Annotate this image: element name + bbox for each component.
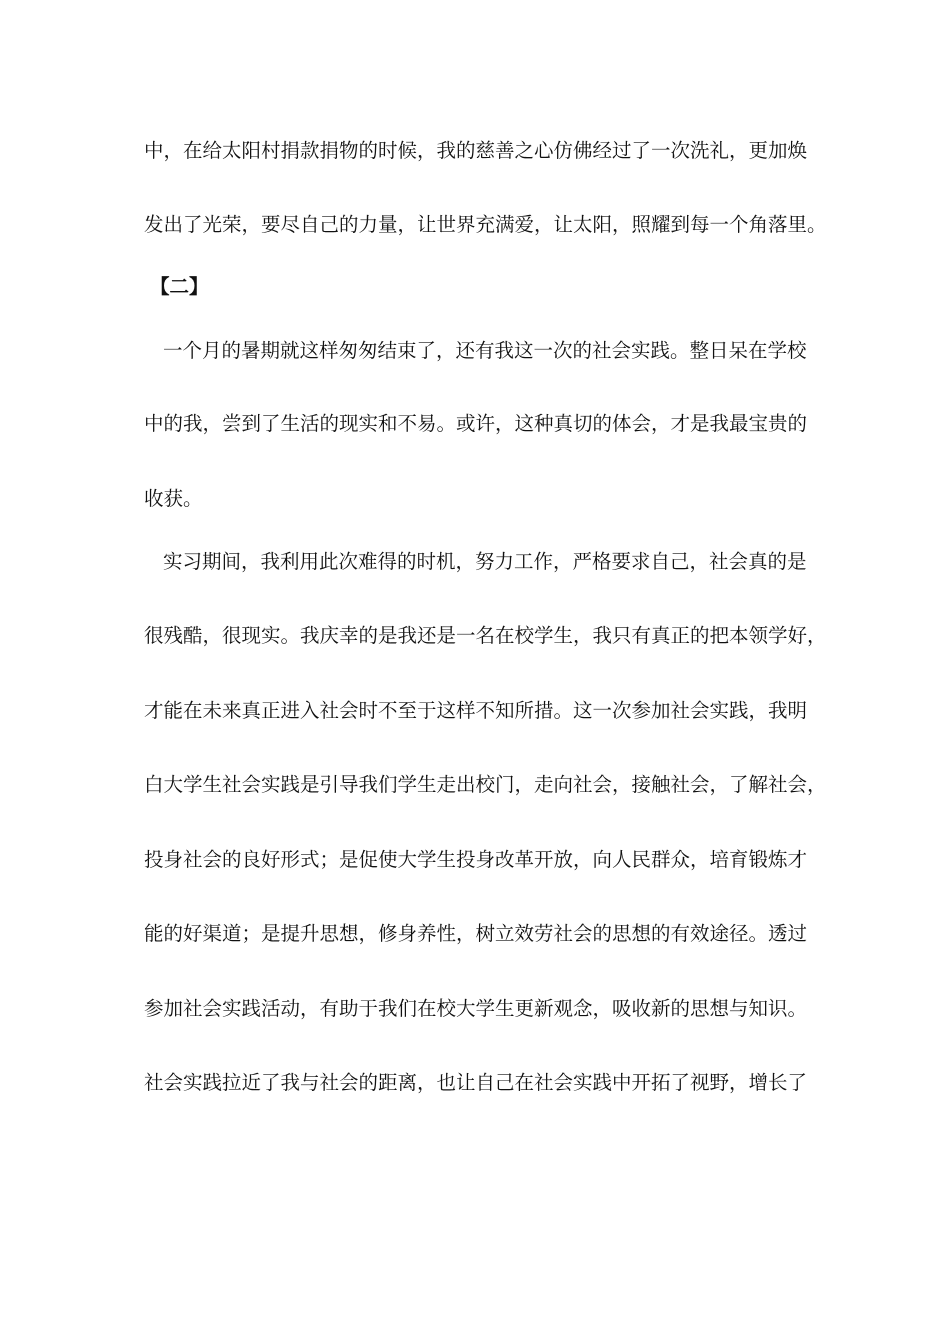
section-heading: 【二】 — [150, 275, 209, 298]
text-line: 收获。 — [144, 487, 203, 510]
text-line: 中的我，尝到了生活的现实和不易。或许，这种真切的体会，才是我最宝贵的 — [144, 412, 808, 435]
paragraph-first-line: 一个月的暑期就这样匆匆结束了，还有我这一次的社会实践。整日呆在学校 — [163, 339, 807, 362]
text-line: 能的好渠道；是提升思想，修身养性，树立效劳社会的思想的有效途径。透过 — [144, 922, 808, 945]
text-line: 才能在未来真正进入社会时不至于这样不知所措。这一次参加社会实践，我明 — [144, 699, 808, 722]
paragraph-first-line: 实习期间，我利用此次难得的时机，努力工作，严格要求自己，社会真的是 — [163, 550, 807, 573]
text-line: 参加社会实践活动，有助于我们在校大学生更新观念，吸收新的思想与知识。 — [144, 997, 808, 1020]
text-line: 发出了光荣，要尽自己的力量，让世界充满爱，让太阳，照耀到每一个角落里。 — [144, 213, 827, 236]
text-line: 社会实践拉近了我与社会的距离，也让自己在社会实践中开拓了视野，增长了 — [144, 1071, 808, 1094]
text-line: 投身社会的良好形式；是促使大学生投身改革开放，向人民群众，培育锻炼才 — [144, 848, 808, 871]
text-line: 白大学生社会实践是引导我们学生走出校门，走向社会，接触社会，了解社会， — [144, 773, 827, 796]
text-line: 很残酷，很现实。我庆幸的是我还是一名在校学生，我只有真正的把本领学好， — [144, 624, 827, 647]
text-line: 中，在给太阳村捐款捐物的时候，我的慈善之心仿佛经过了一次洗礼，更加焕 — [144, 139, 808, 162]
